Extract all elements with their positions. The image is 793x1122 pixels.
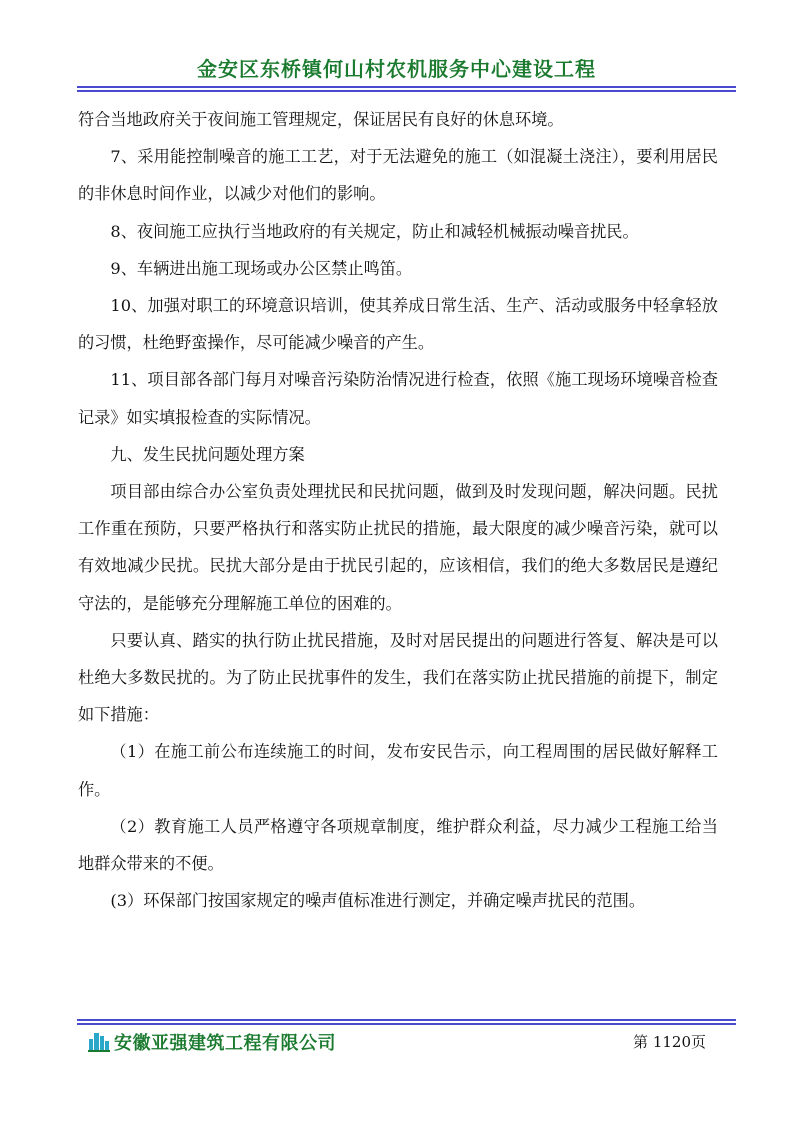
building-logo-icon bbox=[88, 1030, 110, 1052]
paragraph: 只要认真、踏实的执行防止扰民措施，及时对居民提出的问题进行答复、解决是可以杜绝大多数民扰的。为了防止民扰事件的发生，我们在落实防止扰民措施的前提下，制定如下措施： bbox=[78, 630, 718, 725]
paragraph: 10、加强对职工的环境意识培训，使其养成日常生活、生产、活动或服务中轻拿轻放的习惯，杜绝野蛮操作，尽可能减少噪音的产生。 bbox=[78, 296, 718, 353]
paragraph: 11、项目部各部门每月对噪音污染防治情况进行检查，依照《施工现场环境噪音检查记录》如实填报检查的实际情况。 bbox=[78, 370, 718, 427]
header-divider bbox=[77, 86, 736, 92]
footer-divider bbox=[77, 1019, 736, 1025]
page-number: 第 1120页 bbox=[633, 1033, 706, 1051]
paragraph: 7、采用能控制噪音的施工工艺，对于无法避免的施工（如混凝土浇注），要利用居民的非休息时间作业，以减少对他们的影响。 bbox=[78, 147, 718, 204]
paragraph: 符合当地政府关于夜间施工管理规定，保证居民有良好的休息环境。 bbox=[78, 110, 564, 129]
paragraph: 项目部由综合办公室负责处理扰民和民扰问题，做到及时发现问题，解决问题。民扰工作重在预防，只要严格执行和落实防止扰民的措施，最大限度的减少噪音污染，就可以有效地减少民扰。民扰大部分是由于扰民引起的，应该相信，我们的绝大多数居民是遵纪守法的，是能够充分理解施工单位的困难的。 bbox=[78, 482, 718, 613]
page-header-title: 金安区东桥镇何山村农机服务中心建设工程 bbox=[197, 57, 596, 81]
list-item: （1）在施工前公布连续施工的时间，发布安民告示，向工程周围的居民做好解释工作。 bbox=[78, 742, 718, 799]
section-heading: 九、发生民扰问题处理方案 bbox=[110, 444, 305, 464]
document-body bbox=[78, 101, 718, 919]
paragraph: 9、车辆进出施工现场或办公区禁止鸣笛。 bbox=[110, 258, 413, 278]
list-item: （2）教育施工人员严格遵守各项规章制度，维护群众利益，尽力减少工程施工给当地群众带来的不便。 bbox=[78, 816, 718, 874]
company-name: 安徽亚强建筑工程有限公司 bbox=[114, 1033, 336, 1054]
paragraph: 8、夜间施工应执行当地政府的有关规定，防止和减轻机械振动噪音扰民。 bbox=[110, 221, 639, 241]
page-footer bbox=[88, 1028, 736, 1058]
list-item: (3）环保部门按国家规定的噪声值标准进行测定，并确定噪声扰民的范围。 bbox=[110, 891, 646, 911]
